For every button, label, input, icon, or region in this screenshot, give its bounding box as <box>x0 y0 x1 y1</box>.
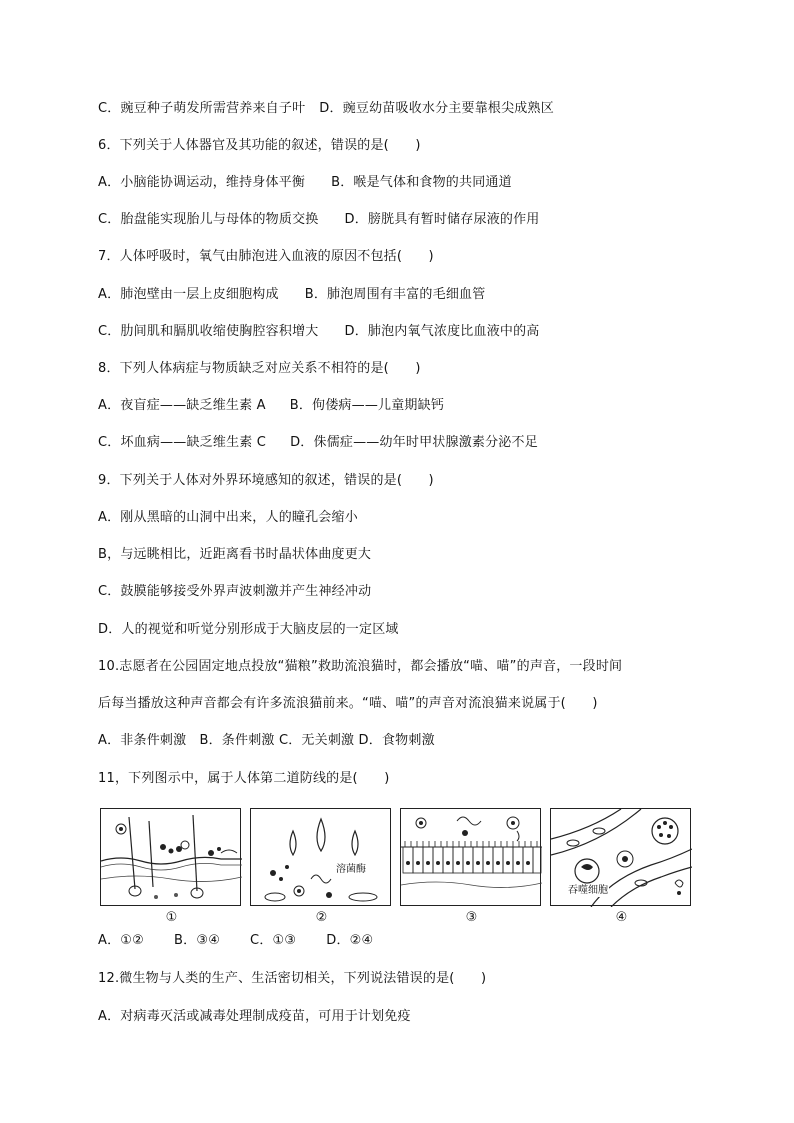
option-a: A．肺泡壁由一层上皮细胞构成 <box>98 287 279 302</box>
q7-options-cd <box>98 323 540 341</box>
panel-number: ① <box>165 910 178 925</box>
question-text: 10.志愿者在公园固定地点投放“猫粮”救助流浪猫时，都会播放“喵、喵”的声音，一段时间 <box>98 659 623 674</box>
option-b: B，与远眺相比，近距离看书时晶状体曲度更大 <box>98 547 372 562</box>
figure-panel-3 <box>400 808 541 925</box>
option-d: D．侏儒症——幼年时甲状腺激素分泌不足 <box>290 435 538 450</box>
option-a: A．刚从黑暗的山洞中出来，人的瞳孔会缩小 <box>98 510 358 525</box>
option-b: B．佝偻病——儿童期缺钙 <box>289 398 445 413</box>
option-c: C．胎盘能实现胎儿与母体的物质交换 <box>98 212 319 227</box>
phagocyte-label: 吞噬细胞 <box>568 885 608 896</box>
figure-panel-1 <box>100 808 241 925</box>
option-d: D．人的视觉和听觉分别形成于大脑皮层的一定区域 <box>98 622 399 637</box>
q9-option-d <box>98 621 399 639</box>
question-10-line-2 <box>98 695 598 713</box>
option-d: D．膀胱具有暂时储存尿液的作用 <box>344 212 540 227</box>
q9-option-c <box>98 583 371 601</box>
question-text: 12.微生物与人类的生产、生活密切相关，下列说法错误的是( ) <box>98 971 487 986</box>
immune-defense-figure <box>100 808 694 926</box>
option-c: C．坏血病——缺乏维生素 C <box>98 435 267 450</box>
option-a: A．小脑能协调运动，维持身体平衡 <box>98 175 306 190</box>
option-d: D．肺泡内氧气浓度比血液中的高 <box>344 324 540 339</box>
question-11 <box>98 770 390 788</box>
question-12 <box>98 970 486 988</box>
question-text: 7．人体呼吸时，氧气由肺泡进入血液的原因不包括( ) <box>98 249 434 264</box>
lysozyme-drops-illustration <box>251 809 392 907</box>
question-text: 9．下列关于人体对外界环境感知的叙述，错误的是( ) <box>98 473 434 488</box>
q8-options-cd <box>98 434 538 452</box>
q11-options <box>98 932 373 950</box>
option-c: C．豌豆种子萌发所需营养来自子叶 <box>98 101 306 116</box>
figure-panel-2 <box>250 808 391 925</box>
question-text: 11，下列图示中，属于人体第二道防线的是( ) <box>98 771 390 786</box>
option-c: C．鼓膜能够接受外界声波刺激并产生神经冲动 <box>98 584 372 599</box>
option-a: A．①② <box>98 933 145 948</box>
option-b: B．肺泡周围有丰富的毛细血管 <box>304 287 486 302</box>
panel-number: ③ <box>465 910 478 925</box>
question-text: 后每当播放这种声音都会有许多流浪猫前来。“喵、喵”的声音对流浪猫来说属于( ) <box>98 696 598 711</box>
question-9 <box>98 472 434 490</box>
option-d: D．豌豆幼苗吸收水分主要靠根尖成熟区 <box>319 101 554 116</box>
skin-barrier-illustration <box>101 809 242 907</box>
mucosa-cilia-illustration <box>401 809 542 907</box>
figure-panel-4 <box>550 808 691 925</box>
option-a: A．对病毒灭活或减毒处理制成疫苗，可用于计划免疫 <box>98 1009 411 1024</box>
question-7 <box>98 248 434 266</box>
question-6 <box>98 137 421 155</box>
q8-options-ab <box>98 397 444 415</box>
option-a: A．夜盲症——缺乏维生素 A <box>98 398 266 413</box>
panel-number: ② <box>315 910 328 925</box>
option-b: B．喉是气体和食物的共同通道 <box>331 175 512 190</box>
options-text: A．非条件刺激 B．条件刺激 C．无关刺激 D．食物刺激 <box>98 733 435 748</box>
q6-options-ab <box>98 174 512 192</box>
option-b: B．③④ <box>174 933 221 948</box>
q5-options-cd <box>98 100 554 118</box>
question-10-line-1 <box>98 658 622 676</box>
q9-option-b <box>98 546 371 564</box>
q12-option-a <box>98 1008 411 1026</box>
option-c: C．肋间肌和膈肌收缩使胸腔容积增大 <box>98 324 319 339</box>
panel-number: ④ <box>615 910 628 925</box>
q7-options-ab <box>98 286 485 304</box>
question-text: 8．下列人体病症与物质缺乏对应关系不相符的是( ) <box>98 361 421 376</box>
q9-option-a <box>98 509 358 527</box>
q6-options-cd <box>98 211 540 229</box>
question-text: 6．下列关于人体器官及其功能的叙述，错误的是( ) <box>98 138 421 153</box>
q10-options <box>98 732 435 750</box>
option-c: C．①③ <box>250 933 297 948</box>
option-d: D．②④ <box>326 933 374 948</box>
question-8 <box>98 360 421 378</box>
lysozyme-label: 溶菌酶 <box>336 864 366 875</box>
